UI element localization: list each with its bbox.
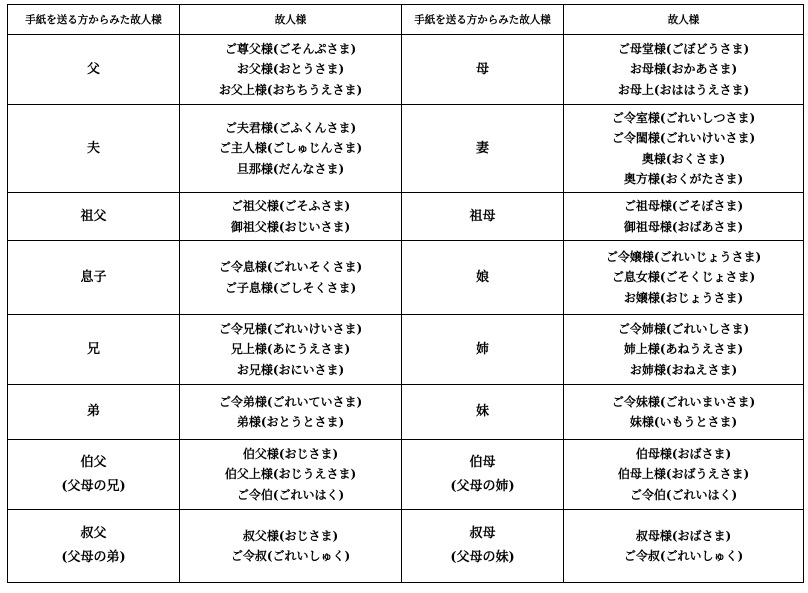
honorific-name: お父上様(おちちうえさま) (218, 82, 363, 97)
relation-label: 娘 (475, 269, 489, 285)
honorific-names-cell (180, 510, 402, 583)
relation-label: 弟 (86, 404, 100, 419)
honorific-names-cell (180, 315, 402, 385)
honorific-name: ご母堂様(ごぼどうさま) (617, 41, 750, 56)
honorific-names-cell (564, 35, 804, 105)
honorific-names-cell (564, 440, 804, 510)
honorific-names-cell (564, 241, 804, 315)
table-row (8, 35, 804, 105)
honorific-name: ご令嬢様(ごれいじょうさま) (605, 249, 762, 264)
honorific-name: 弟様(おとうとさま) (236, 415, 345, 429)
honorific-name: ご令叔(ごれいしゅく) (230, 549, 351, 563)
honorifics-table (7, 4, 804, 583)
honorific-name: 奥様(おくさま) (641, 151, 726, 166)
honorific-name: ご尊父様(ごそんぷさま) (224, 41, 357, 56)
honorific-name: お姉様(おねえさま) (629, 362, 738, 377)
honorific-name: 奥方様(おくがたさま) (623, 172, 744, 186)
relation-label: 父 (86, 61, 100, 77)
honorific-name: 伯母様(おばさま) (635, 446, 732, 461)
relation-label: 妻 (475, 140, 489, 156)
honorific-name: お父様(おとうさま) (236, 62, 345, 77)
table-body (8, 35, 804, 583)
relation-label: 兄 (86, 341, 100, 357)
honorific-name: ご令伯(ごれいはく) (629, 487, 738, 502)
table-row (8, 385, 804, 440)
relation-cell (8, 105, 180, 193)
honorific-names-cell (564, 193, 804, 241)
honorific-name: お嬢様(おじょうさま) (623, 290, 744, 305)
header-deceased-title: 故人様 (180, 5, 402, 35)
relation-label: 息子 (80, 269, 107, 285)
relation-label: 伯母 (469, 454, 496, 470)
relation-label: 伯父 (80, 454, 107, 470)
table-row (8, 440, 804, 510)
honorific-name: 伯父上様(おじうえさま) (224, 467, 357, 482)
honorific-name: お兄様(おにいさま) (236, 362, 345, 377)
relation-cell (402, 315, 564, 385)
relation-cell (8, 35, 180, 105)
relation-cell (8, 510, 180, 583)
relation-label: (父母の妹) (450, 550, 515, 565)
table-row (8, 510, 804, 583)
relation-label: 母 (475, 61, 489, 77)
honorific-name: 姉上様(あねうえさま) (623, 342, 744, 357)
table-row (8, 105, 804, 193)
relation-cell (402, 241, 564, 315)
honorific-name: ご祖母様(ごそぼさま) (623, 199, 744, 213)
relation-label: 叔父 (80, 526, 107, 541)
relation-label: 叔母 (469, 526, 496, 541)
honorific-names-cell (564, 385, 804, 440)
relation-cell (402, 510, 564, 583)
honorific-names-cell (180, 105, 402, 193)
honorific-name: 叔父様(おじさま) (242, 528, 339, 543)
honorific-name: ご令妹様(ごれいまいさま) (611, 394, 756, 409)
honorific-names-cell (180, 440, 402, 510)
honorific-name: ご令姉様(ごれいしさま) (617, 321, 750, 336)
honorific-names-cell (180, 241, 402, 315)
honorific-name: ご令弟様(ごれいていさま) (218, 394, 363, 409)
relation-label: 姉 (475, 341, 489, 357)
honorific-name: ご子息様(ごしそくさま) (224, 280, 357, 295)
honorific-name: 叔母様(おばさま) (635, 528, 732, 543)
relation-label: 祖父 (80, 208, 107, 224)
relation-label: (父母の姉) (450, 478, 515, 494)
header-sender-relation: 手紙を送る方からみた故人様 (402, 5, 564, 35)
honorific-name: ご令閨様(ごれいけいさま) (611, 131, 756, 145)
honorific-name: 旦那様(だんなさま) (236, 161, 345, 176)
honorific-name: ご令息様(ごれいそくさま) (218, 260, 363, 274)
honorific-name: ご令室様(ごれいしつさま) (611, 110, 756, 125)
header-sender-relation: 手紙を送る方からみた故人様 (8, 5, 180, 35)
honorific-name: ご夫君様(ごふくんさま) (224, 120, 357, 135)
relation-cell (8, 193, 180, 241)
relation-label: 妹 (475, 404, 489, 419)
honorific-names-cell (180, 385, 402, 440)
relation-cell (8, 241, 180, 315)
table-row (8, 193, 804, 241)
relation-cell (402, 440, 564, 510)
relation-cell (402, 385, 564, 440)
honorific-name: 伯父様(おじさま) (242, 446, 339, 461)
honorific-name: ご令叔(ごれいしゅく) (623, 549, 744, 563)
relation-label: (父母の弟) (61, 550, 126, 565)
honorific-names-cell (180, 193, 402, 241)
relation-cell (8, 440, 180, 510)
honorific-names-cell (564, 510, 804, 583)
honorific-name: 兄上様(あにうえさま) (230, 342, 351, 357)
table-header-row (8, 5, 804, 35)
relation-cell (402, 105, 564, 193)
honorific-name: ご息女様(ごそくじょさま) (611, 270, 756, 285)
relation-cell (402, 193, 564, 241)
honorific-name: 御祖母様(おばあさま) (623, 219, 744, 234)
honorific-names-cell (564, 105, 804, 193)
honorific-name: 伯母上様(おばうえさま) (617, 467, 750, 482)
honorific-name: ご令伯(ごれいはく) (236, 487, 345, 502)
header-deceased-title: 故人様 (564, 5, 804, 35)
relation-label: (父母の兄) (61, 478, 126, 494)
honorific-name: お母上(おははうえさま) (617, 82, 750, 97)
relation-cell (8, 315, 180, 385)
honorific-names-cell (180, 35, 402, 105)
relation-label: 夫 (86, 140, 100, 156)
relation-label: 祖母 (469, 208, 496, 224)
relation-cell (402, 35, 564, 105)
honorific-name: 妹様(いもうとさま) (629, 415, 738, 429)
honorific-name: お母様(おかあさま) (629, 62, 738, 77)
honorific-name: 御祖父様(おじいさま) (230, 219, 351, 234)
relation-cell (8, 385, 180, 440)
honorific-name: ご令兄様(ごれいけいさま) (218, 321, 363, 336)
honorific-name: ご主人様(ごしゅじんさま) (218, 141, 363, 156)
table-row (8, 241, 804, 315)
honorific-names-cell (564, 315, 804, 385)
honorific-name: ご祖父様(ごそふさま) (230, 199, 351, 213)
table-row (8, 315, 804, 385)
